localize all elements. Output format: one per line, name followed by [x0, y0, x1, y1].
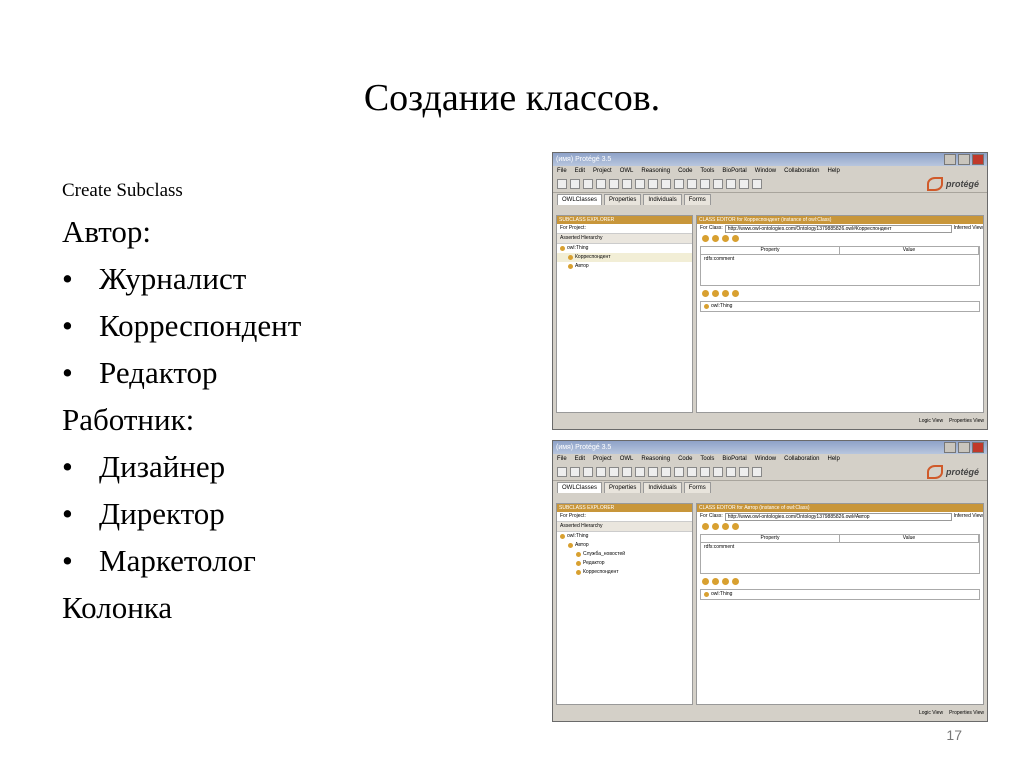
- toolbar-button-icon[interactable]: [687, 179, 697, 189]
- tab-individuals[interactable]: Individuals: [643, 194, 681, 205]
- tab-owlclasses[interactable]: OWLClasses: [557, 482, 602, 493]
- toolbar-button-icon[interactable]: [583, 467, 593, 477]
- tree-node-label: Корреспондент: [583, 569, 619, 575]
- explorer-header: SUBCLASS EXPLORER: [557, 216, 692, 224]
- menu-window[interactable]: Window: [754, 168, 777, 174]
- menu-help[interactable]: Help: [827, 456, 840, 462]
- editor-tool-icon[interactable]: [722, 523, 729, 530]
- superclass-label: owl:Thing: [711, 591, 733, 597]
- asserted-hierarchy-label: Asserted Hierarchy: [560, 235, 603, 241]
- class-icon: [704, 592, 709, 597]
- menu-file[interactable]: File: [557, 456, 567, 462]
- group-heading: [62, 584, 532, 631]
- tree-node-label: Автор: [575, 542, 589, 548]
- bullet-item: [62, 255, 532, 302]
- bullet-item: [62, 443, 532, 490]
- properties-view-radio[interactable]: Properties View: [949, 710, 984, 716]
- toolbar-button-icon[interactable]: [700, 179, 710, 189]
- protege-logo: [927, 465, 979, 479]
- toolbar-button-icon[interactable]: [661, 179, 671, 189]
- toolbar-button-icon[interactable]: [557, 179, 567, 189]
- annotations-grid: [700, 246, 980, 286]
- tree-node-label: Автор: [575, 263, 589, 269]
- conditions-tool-icon[interactable]: [712, 290, 719, 297]
- toolbar-button-icon[interactable]: [570, 179, 580, 189]
- menu-reasoning[interactable]: Reasoning: [641, 456, 671, 462]
- superclasses-box: [700, 301, 980, 312]
- tree-node[interactable]: [557, 532, 692, 541]
- grid-column-header: Value: [840, 247, 979, 254]
- toolbar: [553, 464, 987, 481]
- bullet-marker: •: [62, 261, 73, 296]
- toolbar-button-icon[interactable]: [752, 467, 762, 477]
- for-class-row: [697, 224, 983, 233]
- toolbar-button-icon[interactable]: [648, 179, 658, 189]
- title-bar: [553, 153, 987, 166]
- logic-view-radio[interactable]: Logic View: [918, 418, 944, 424]
- tree-node[interactable]: [557, 244, 692, 253]
- editor-tool-icon[interactable]: [712, 523, 719, 530]
- toolbar-button-icon[interactable]: [596, 179, 606, 189]
- tab-bar: [553, 193, 987, 205]
- toolbar-button-icon[interactable]: [622, 179, 632, 189]
- menu-window[interactable]: Window: [754, 456, 777, 462]
- inferred-view-checkbox[interactable]: Inferred View: [953, 513, 983, 519]
- bullet-marker: •: [62, 355, 73, 390]
- asserted-hierarchy-label: Asserted Hierarchy: [560, 523, 603, 529]
- toolbar-button-icon[interactable]: [622, 467, 632, 477]
- class-icon: [568, 264, 573, 269]
- tree-node-label: owl:Thing: [567, 533, 589, 539]
- toolbar-button-icon[interactable]: [674, 467, 684, 477]
- line-text: Корреспондент: [99, 308, 302, 343]
- menu-file[interactable]: File: [557, 168, 567, 174]
- menu-code[interactable]: Code: [678, 456, 693, 462]
- bullet-item: [62, 537, 532, 584]
- toolbar-button-icon[interactable]: [713, 179, 723, 189]
- status-bar: [556, 707, 984, 719]
- explorer-header: SUBCLASS EXPLORER: [557, 504, 692, 512]
- line-text: Колонка: [62, 590, 173, 625]
- grid-column-header: Property: [701, 535, 840, 542]
- conditions-tool-icon[interactable]: [712, 578, 719, 585]
- menu-collaboration[interactable]: Collaboration: [784, 168, 820, 174]
- conditions-tool-icon[interactable]: [722, 290, 729, 297]
- tree-node-label: Редактор: [583, 560, 605, 566]
- line-text: Редактор: [99, 355, 218, 390]
- menu-tools[interactable]: Tools: [700, 168, 715, 174]
- bullet-marker: •: [62, 449, 73, 484]
- editor-tool-icon[interactable]: [702, 523, 709, 530]
- protege-window-1: [552, 152, 988, 430]
- asserted-hierarchy-bar: [557, 521, 692, 532]
- menu-owl[interactable]: OWL: [619, 168, 634, 174]
- editor-tool-icon[interactable]: [732, 235, 739, 242]
- menu-bioportal[interactable]: BioPortal: [722, 456, 747, 462]
- class-icon: [560, 246, 565, 251]
- for-project-label: For Project:: [560, 225, 586, 231]
- grid-column-header: Value: [840, 535, 979, 542]
- protege-logo-icon: [927, 465, 943, 479]
- subclass-explorer: [556, 503, 693, 705]
- tab-forms[interactable]: Forms: [684, 482, 711, 493]
- window-title: (имя) Protégé 3.5: [556, 444, 612, 451]
- for-class-label: For Class:: [700, 225, 723, 231]
- tree-node-label: owl:Thing: [567, 245, 589, 251]
- tab-properties[interactable]: Properties: [604, 482, 641, 493]
- line-text: Дизайнер: [99, 449, 226, 484]
- class-icon: [576, 570, 581, 575]
- bullet-item: [62, 349, 532, 396]
- class-icon: [568, 543, 573, 548]
- menu-bar: [553, 166, 987, 176]
- editor-tool-icon[interactable]: [722, 235, 729, 242]
- bullet-marker: •: [62, 496, 73, 531]
- toolbar-button-icon[interactable]: [674, 179, 684, 189]
- conditions-tool-icon[interactable]: [722, 578, 729, 585]
- toolbar-button-icon[interactable]: [752, 179, 762, 189]
- title-bar: [553, 441, 987, 454]
- conditions-toolbar: [697, 576, 983, 587]
- menu-project[interactable]: Project: [593, 456, 612, 462]
- tree-node-label: Корреспондент: [575, 254, 611, 260]
- menu-code[interactable]: Code: [678, 168, 693, 174]
- panes: [556, 215, 984, 413]
- conditions-tool-icon[interactable]: [732, 290, 739, 297]
- class-list: [62, 208, 532, 631]
- tab-properties[interactable]: Properties: [604, 194, 641, 205]
- menu-owl[interactable]: OWL: [619, 456, 634, 462]
- menu-collaboration[interactable]: Collaboration: [784, 456, 820, 462]
- group-heading: [62, 208, 532, 255]
- menu-reasoning[interactable]: Reasoning: [641, 168, 671, 174]
- toolbar-button-icon[interactable]: [635, 467, 645, 477]
- tab-owlclasses[interactable]: OWLClasses: [557, 194, 602, 205]
- menu-project[interactable]: Project: [593, 168, 612, 174]
- tree-node[interactable]: [557, 262, 692, 271]
- maximize-button[interactable]: [958, 442, 970, 453]
- grid-header: [701, 535, 979, 543]
- editor-tool-icon[interactable]: [712, 235, 719, 242]
- for-project-label: For Project:: [560, 513, 586, 519]
- bullet-item: [62, 302, 532, 349]
- tree-node[interactable]: [557, 253, 692, 262]
- tab-individuals[interactable]: Individuals: [643, 482, 681, 493]
- tree-node-label: Служба_новостей: [583, 551, 626, 557]
- menu-edit[interactable]: Edit: [574, 456, 586, 462]
- grid-column-header: Property: [701, 247, 840, 254]
- toolbar-button-icon[interactable]: [609, 179, 619, 189]
- toolbar-button-icon[interactable]: [648, 467, 658, 477]
- superclass-row[interactable]: [701, 302, 979, 311]
- status-bar: [556, 415, 984, 427]
- tab-forms[interactable]: Forms: [684, 194, 711, 205]
- menu-edit[interactable]: Edit: [574, 168, 586, 174]
- minimize-button[interactable]: [944, 154, 956, 165]
- window-title: (имя) Protégé 3.5: [556, 156, 612, 163]
- editor-toolbar: [697, 521, 983, 532]
- inferred-view-checkbox[interactable]: Inferred View: [953, 225, 983, 231]
- protege-window-2: [552, 440, 988, 722]
- editor-tool-icon[interactable]: [702, 235, 709, 242]
- class-icon: [560, 534, 565, 539]
- group-heading: [62, 396, 532, 443]
- subclass-explorer: [556, 215, 693, 413]
- class-editor: [696, 215, 984, 413]
- toolbar-button-icon[interactable]: [739, 179, 749, 189]
- close-button[interactable]: [972, 154, 984, 165]
- toolbar-button-icon[interactable]: [570, 467, 580, 477]
- toolbar-button-icon[interactable]: [726, 467, 736, 477]
- logic-view-radio[interactable]: Logic View: [918, 710, 944, 716]
- line-text: Маркетолог: [99, 543, 256, 578]
- toolbar-button-icon[interactable]: [726, 179, 736, 189]
- menu-tools[interactable]: Tools: [700, 456, 715, 462]
- protege-logo-text: protégé: [945, 179, 979, 189]
- toolbar-button-icon[interactable]: [596, 467, 606, 477]
- create-subclass-label: Create Subclass: [62, 180, 183, 201]
- bullet-marker: •: [62, 543, 73, 578]
- toolbar-button-icon[interactable]: [661, 467, 671, 477]
- editor-tool-icon[interactable]: [732, 523, 739, 530]
- protege-logo-icon: [927, 177, 943, 191]
- for-class-label: For Class:: [700, 513, 723, 519]
- class-icon: [576, 561, 581, 566]
- text-column: [62, 180, 532, 631]
- superclasses-box: [700, 589, 980, 600]
- protege-logo: [927, 177, 979, 191]
- class-url-field[interactable]: http://www.owl-ontologies.com/Ontology1379885826.owl#Корреспондент: [725, 225, 952, 233]
- toolbar-button-icon[interactable]: [713, 467, 723, 477]
- conditions-tool-icon[interactable]: [732, 578, 739, 585]
- class-icon: [576, 552, 581, 557]
- grid-row[interactable]: rdfs:comment: [704, 544, 735, 550]
- asserted-hierarchy-bar: [557, 233, 692, 244]
- for-class-row: [697, 512, 983, 521]
- tree-node[interactable]: [557, 568, 692, 577]
- editor-toolbar: [697, 233, 983, 244]
- window-controls: [944, 442, 984, 453]
- bullet-item: [62, 490, 532, 537]
- line-text: Автор:: [62, 214, 152, 249]
- editor-header: CLASS EDITOR for Автор (instance of owl:Class): [697, 504, 983, 512]
- annotations-grid: [700, 534, 980, 574]
- panes: [556, 503, 984, 705]
- class-icon: [704, 304, 709, 309]
- toolbar-button-icon[interactable]: [609, 467, 619, 477]
- properties-view-radio[interactable]: Properties View: [949, 418, 984, 424]
- conditions-tool-icon[interactable]: [702, 290, 709, 297]
- menu-bar: [553, 454, 987, 464]
- line-text: Работник:: [62, 402, 195, 437]
- grid-row[interactable]: rdfs:comment: [704, 256, 735, 262]
- toolbar-button-icon[interactable]: [635, 179, 645, 189]
- class-url-field[interactable]: http://www.owl-ontologies.com/Ontology1379885826.owl#Автор: [725, 513, 952, 521]
- toolbar-button-icon[interactable]: [557, 467, 567, 477]
- editor-header: CLASS EDITOR for Корреспондент (instance of owl:Class): [697, 216, 983, 224]
- conditions-tool-icon[interactable]: [702, 578, 709, 585]
- close-button[interactable]: [972, 442, 984, 453]
- tree-node[interactable]: [557, 550, 692, 559]
- toolbar-button-icon[interactable]: [700, 467, 710, 477]
- menu-bioportal[interactable]: BioPortal: [722, 168, 747, 174]
- protege-logo-text: protégé: [945, 467, 979, 477]
- menu-help[interactable]: Help: [827, 168, 840, 174]
- slide-title: Создание классов.: [363, 77, 661, 119]
- superclass-label: owl:Thing: [711, 303, 733, 309]
- conditions-toolbar: [697, 288, 983, 299]
- tree-node[interactable]: [557, 541, 692, 550]
- line-text: Журналист: [99, 261, 247, 296]
- toolbar: [553, 176, 987, 193]
- minimize-button[interactable]: [944, 442, 956, 453]
- class-icon: [568, 255, 573, 260]
- toolbar-button-icon[interactable]: [687, 467, 697, 477]
- toolbar-button-icon[interactable]: [739, 467, 749, 477]
- tree-node[interactable]: [557, 559, 692, 568]
- class-editor: [696, 503, 984, 705]
- toolbar-button-icon[interactable]: [583, 179, 593, 189]
- tab-bar: [553, 481, 987, 493]
- grid-header: [701, 247, 979, 255]
- page-number: 17: [946, 727, 962, 743]
- bullet-marker: •: [62, 308, 73, 343]
- line-text: Директор: [99, 496, 225, 531]
- maximize-button[interactable]: [958, 154, 970, 165]
- window-controls: [944, 154, 984, 165]
- superclass-row[interactable]: [701, 590, 979, 599]
